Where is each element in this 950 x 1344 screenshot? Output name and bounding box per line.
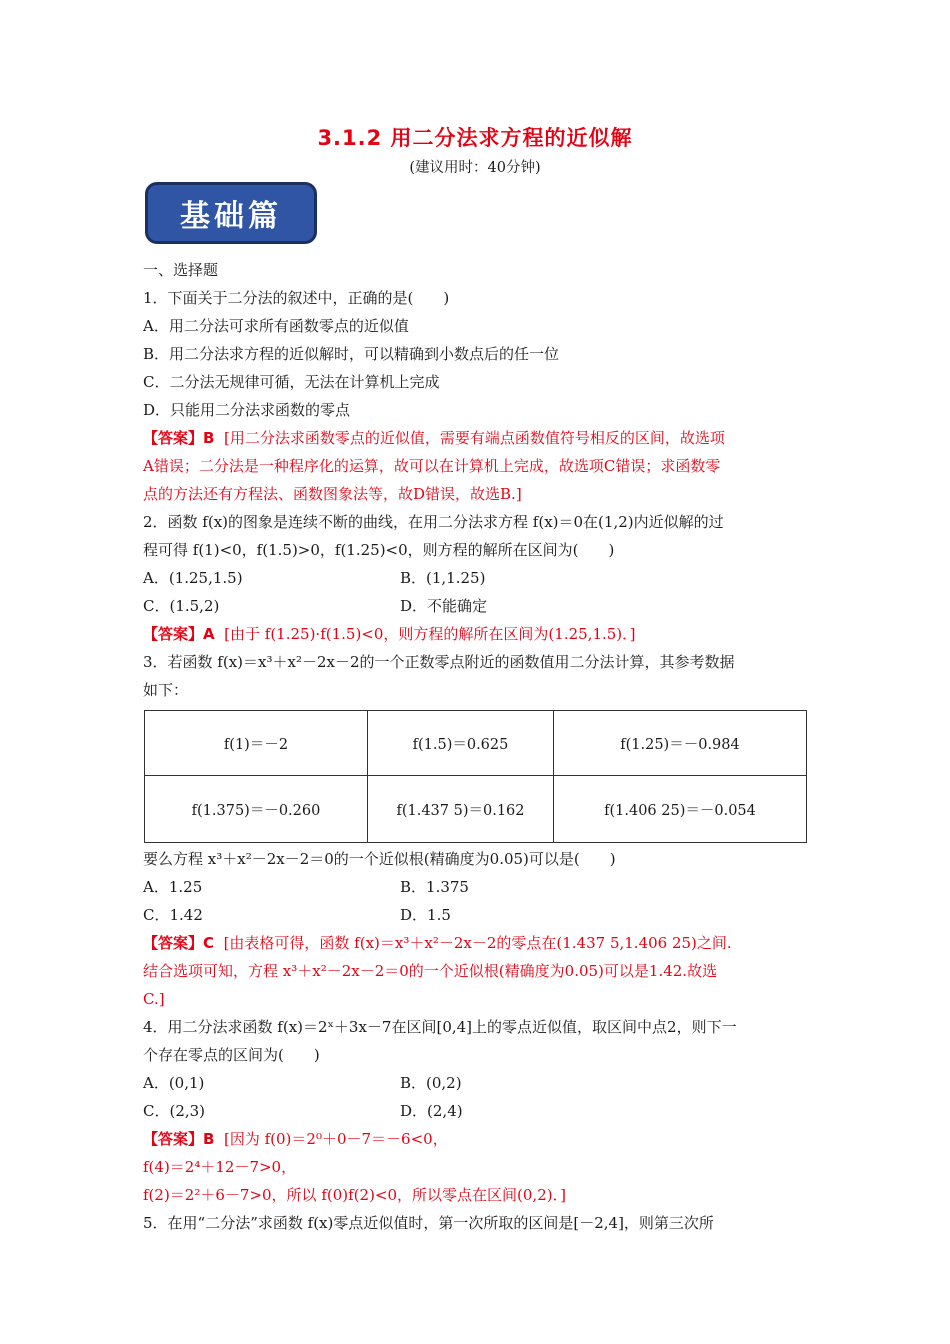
table-row <box>145 776 807 843</box>
table-cell: f(1)＝－2 <box>145 711 368 776</box>
table-cell: f(1.375)＝－0.260 <box>145 776 368 843</box>
table-row <box>145 711 807 776</box>
section-badge <box>145 182 317 244</box>
q3-options-row-1 <box>143 873 808 901</box>
badge-label: 基础篇 <box>180 199 282 234</box>
q3-option-b: B．1.375 <box>400 878 469 896</box>
q3-answer <box>143 929 808 1013</box>
q1-option-c: C．二分法无规律可循，无法在计算机上完成 <box>143 373 440 391</box>
q1-answer-line-2: A错误；二分法是一种程序化的运算，故可以在计算机上完成，故选项C错误；求函数零 <box>143 457 721 475</box>
q1-stem: 1．下面关于二分法的叙述中，正确的是( ) <box>143 289 450 307</box>
q2-answer-tag: 【答案】A <box>143 625 215 643</box>
q3-answer-line-2: 结合选项可知，方程 x³＋x²－2x－2＝0的一个近似根(精确度为0.05)可以是1.42.故选 <box>143 962 718 980</box>
q2-options-row-1 <box>143 564 808 592</box>
suggested-time: (建议用时：40分钟) <box>409 160 541 176</box>
q4-option-d: D．(2,4) <box>400 1102 463 1120</box>
q1-option-a: A．用二分法可求所有函数零点的近似值 <box>143 317 409 335</box>
q3-stem-line-1: 3．若函数 f(x)＝x³＋x²－2x－2的一个正数零点附近的函数值用二分法计算，其参考数据 <box>143 653 735 671</box>
q1-answer <box>143 424 808 508</box>
q4-answer-line-3: f(2)＝2²＋6－7>0，所以 f(0)f(2)<0，所以零点在区间(0,2)．] <box>143 1186 566 1204</box>
q3-answer-line-3: C.] <box>143 990 165 1008</box>
q2-option-a: A．(1.25,1.5) <box>143 569 243 587</box>
question-content <box>143 256 808 1237</box>
q2-stem-line-1: 2．函数 f(x)的图象是连续不断的曲线，在用二分法求方程 f(x)＝0在(1,2)内近似解的过 <box>143 513 724 531</box>
q1-answer-line-3: 点的方法还有方程法、函数图象法等，故D错误，故选B.] <box>143 485 522 503</box>
q4-answer <box>143 1125 808 1209</box>
q2-option-b: B．(1,1.25) <box>400 569 486 587</box>
table-cell: f(1.406 25)＝－0.054 <box>554 776 807 843</box>
q4-answer-tag: 【答案】B <box>143 1130 215 1148</box>
q2-stem-line-2: 程可得 f(1)<0，f(1.5)>0，f(1.25)<0，则方程的解所在区间为( ) <box>143 541 615 559</box>
q4-option-a: A．(0,1) <box>143 1074 205 1092</box>
q2-option-d: D．不能确定 <box>400 597 488 615</box>
q5-stem: 5．在用“二分法”求函数 f(x)零点近似值时，第一次所取的区间是[－2,4]，则第三次所 <box>143 1214 714 1232</box>
q4-stem-line-2: 个存在零点的区间为( ) <box>143 1046 320 1064</box>
q4-answer-line-1: [因为 f(0)＝2⁰＋0－7＝－6<0， <box>223 1130 448 1148</box>
q2-option-c: C．(1.5,2) <box>143 597 220 615</box>
q3-answer-line-1: [由表格可得，函数 f(x)＝x³＋x²－2x－2的零点在(1.437 5,1.406 25)之间. <box>223 934 732 952</box>
q4-option-c: C．(2,3) <box>143 1102 206 1120</box>
q3-answer-tag: 【答案】C <box>143 934 215 952</box>
section-heading: 一、选择题 <box>143 261 219 279</box>
q1-option-b: B．用二分法求方程的近似解时，可以精确到小数点后的任一位 <box>143 345 560 363</box>
reference-data-table <box>144 710 807 843</box>
q3-option-a: A．1.25 <box>143 878 203 896</box>
q2-answer <box>143 620 808 648</box>
q1-answer-tag: 【答案】B <box>143 429 215 447</box>
table-cell: f(1.437 5)＝0.162 <box>368 776 554 843</box>
q3-option-d: D．1.5 <box>400 906 451 924</box>
q4-answer-line-2: f(4)＝2⁴＋12－7>0， <box>143 1158 297 1176</box>
q1-option-d: D．只能用二分法求函数的零点 <box>143 401 351 419</box>
q4-options-row-2 <box>143 1097 808 1125</box>
q1-answer-line-1: [用二分法求函数零点的近似值，需要有端点函数值符号相反的区间，故选项 <box>223 429 725 447</box>
q2-answer-text: [由于 f(1.25)·f(1.5)<0，则方程的解所在区间为(1.25,1.5)．] <box>224 625 636 643</box>
page-title: 3.1.2 用二分法求方程的近似解 <box>317 126 633 150</box>
table-cell: f(1.5)＝0.625 <box>368 711 554 776</box>
q3-question: 要么方程 x³＋x²－2x－2＝0的一个近似根(精确度为0.05)可以是( ) <box>143 850 616 868</box>
q3-options-row-2 <box>143 901 808 929</box>
q2-options-row-2 <box>143 592 808 620</box>
q4-stem-line-1: 4．用二分法求函数 f(x)＝2ˣ＋3x－7在区间[0,4]上的零点近似值，取区间中点2，则下一 <box>143 1018 737 1036</box>
q3-stem-line-2: 如下： <box>143 681 189 699</box>
q4-option-b: B．(0,2) <box>400 1074 462 1092</box>
q3-option-c: C．1.42 <box>143 906 203 924</box>
table-cell: f(1.25)＝－0.984 <box>554 711 807 776</box>
q4-options-row-1 <box>143 1069 808 1097</box>
